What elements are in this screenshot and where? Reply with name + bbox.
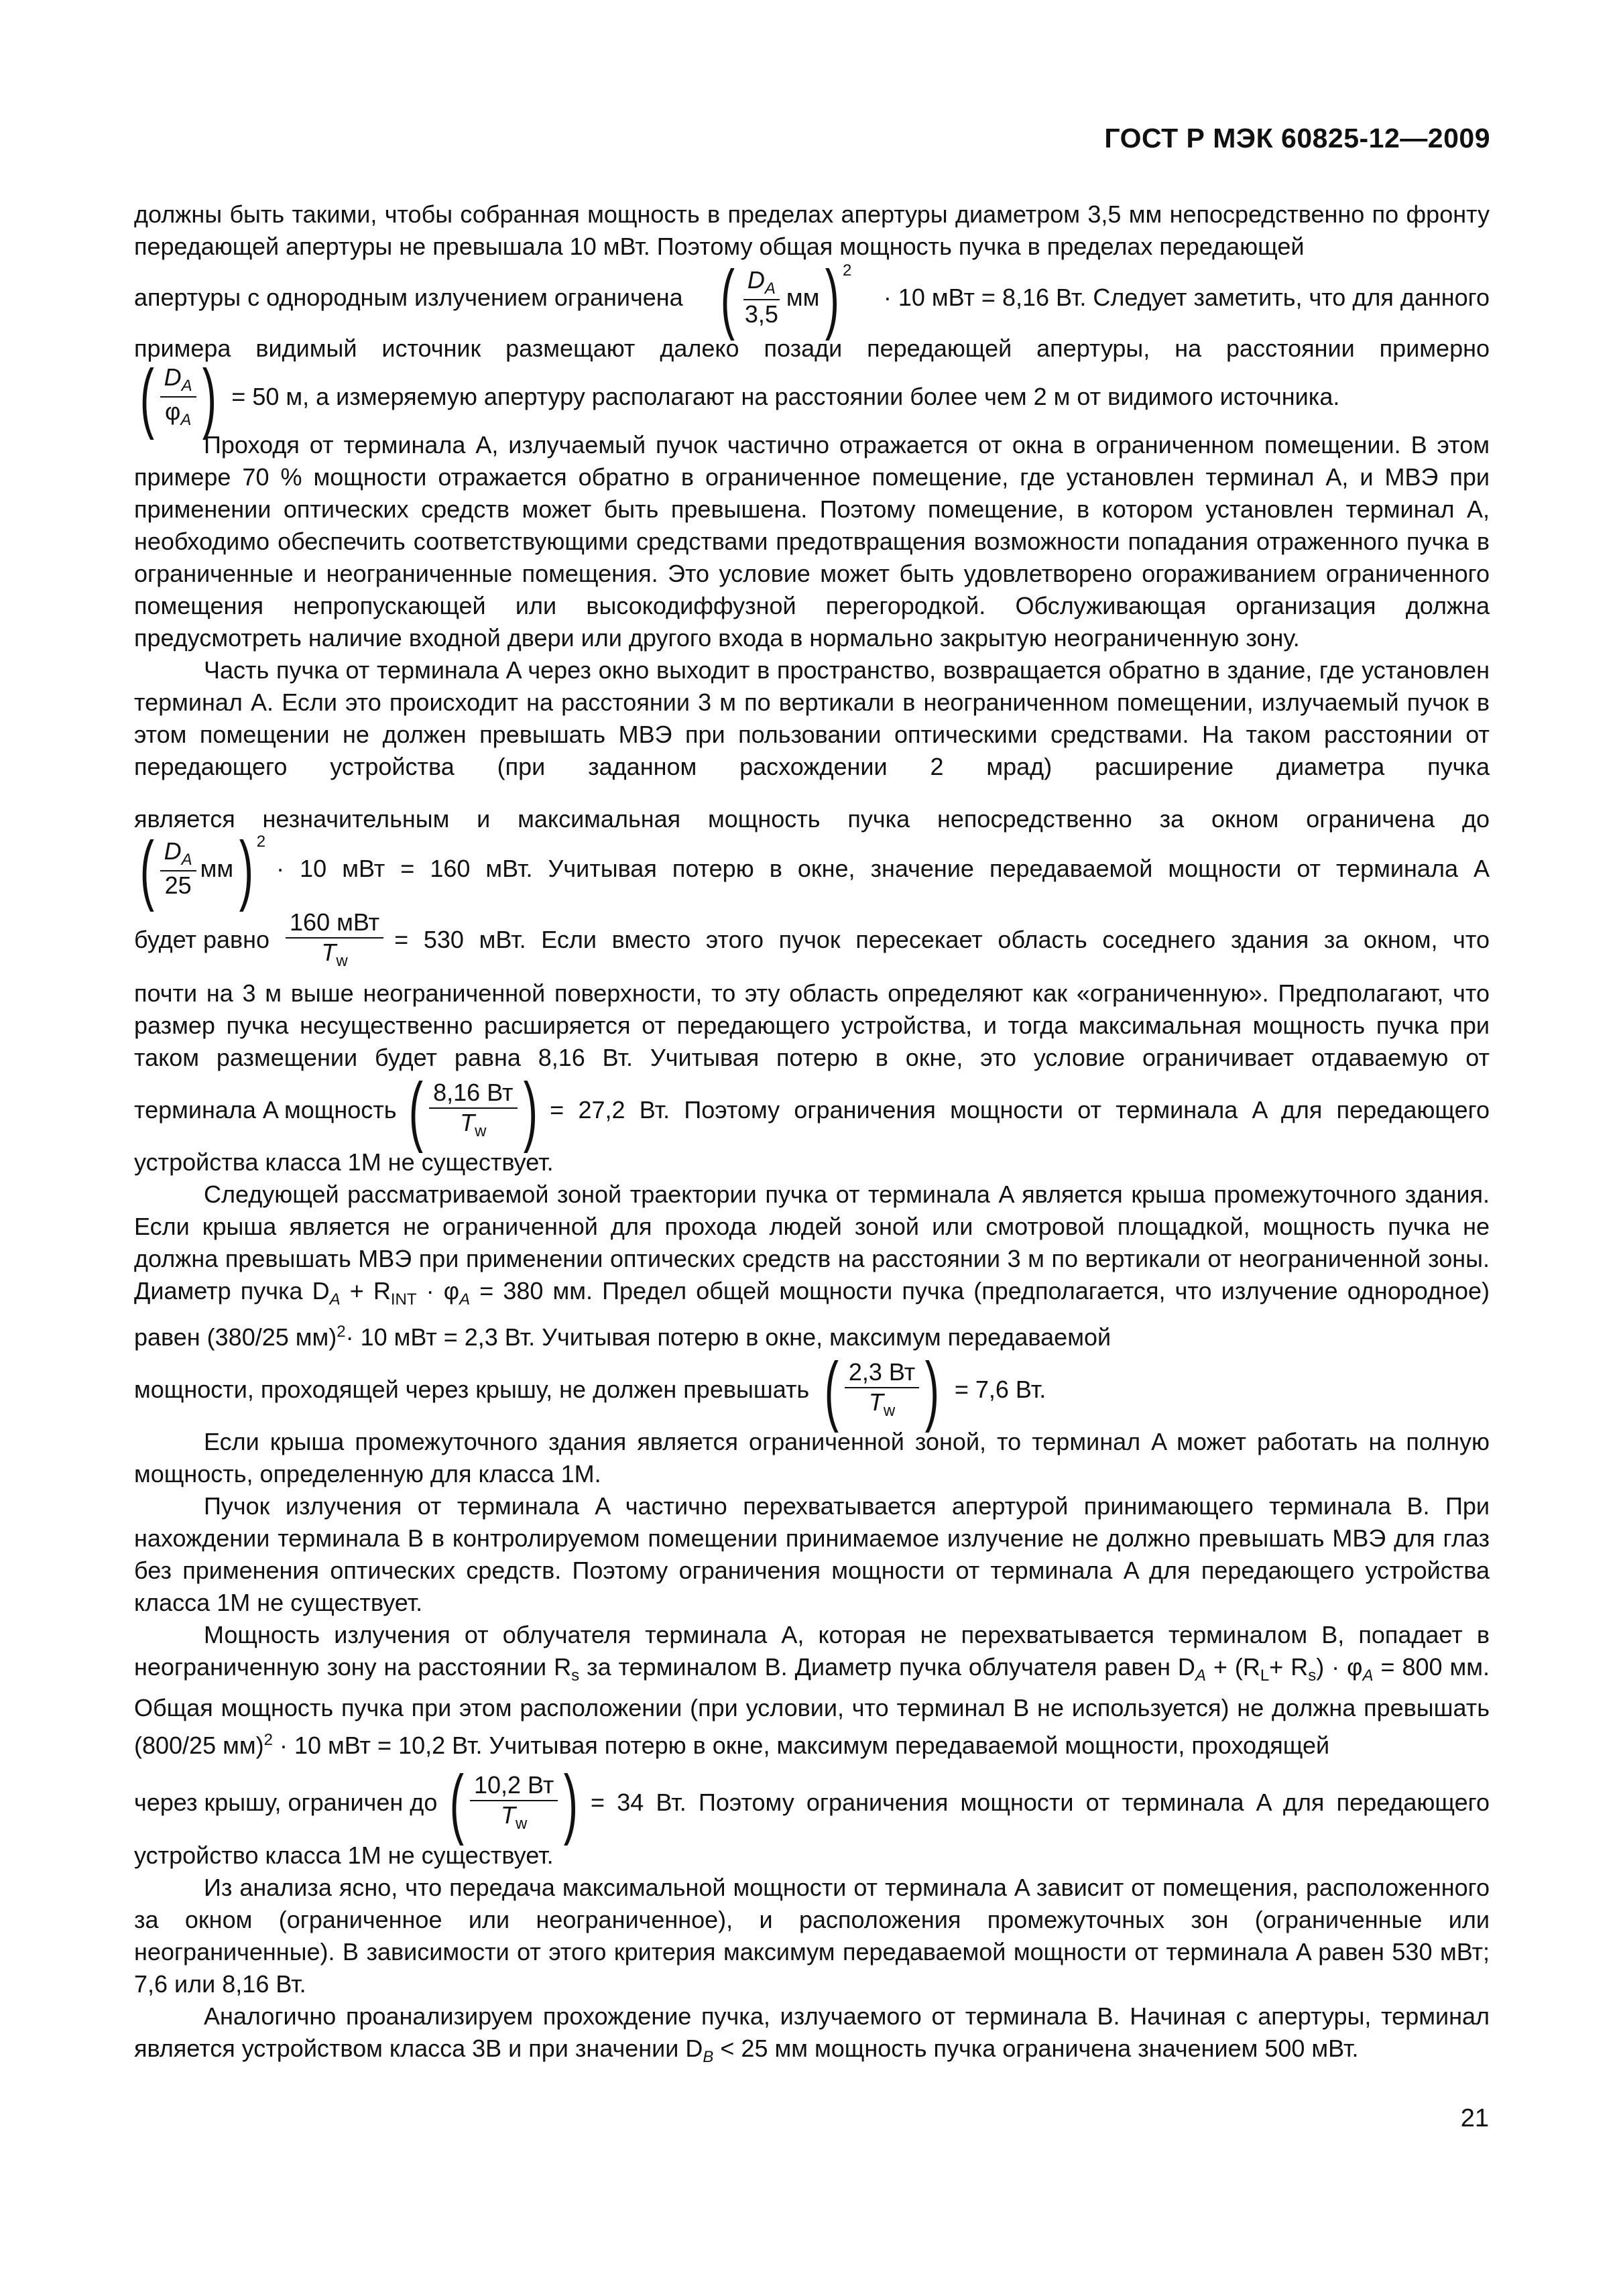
paragraph-5: Если крыша промежуточного здания является ограниченной зоной, то терминал A может работать на полную мощность, определенную для класса 1М. bbox=[134, 1428, 1490, 1488]
paragraph-3-line-b: является незначительным и максимальная мощность пучка непосредственно за окном ограничена до bbox=[134, 805, 1490, 833]
equation-line-3 bbox=[134, 825, 1490, 912]
standard-header: ГОСТ Р МЭК 60825-12—2009 bbox=[1104, 123, 1490, 154]
eq3-suffix: · 10 мВт = 160 мВт. Учитывая потерю в окне, значение передаваемой мощности от терминала A bbox=[276, 855, 1490, 882]
eq5-suffix: = 27,2 Вт. Поэтому ограничения мощности от терминала A для передающего bbox=[550, 1096, 1490, 1124]
page-number: 21 bbox=[1460, 2104, 1489, 2132]
paragraph-3: Часть пучка от терминала A через окно выходит в пространство, возвращается обратно в здание, где установлен терминал A. Если это происходит на расстоянии 3 м по вертикали в неограниченном помещении, излучаемый пучок в этом помещении не должен превышать МВЭ при пользовании оптическими средствами. На таком расстоянии от передающего устройства (при заданном расхождении 2 мрад) расширение диаметра пучка bbox=[134, 656, 1490, 780]
equation-line-2 bbox=[134, 353, 1490, 440]
eq1-prefix: апертуры с однородным излучением ограничена bbox=[134, 284, 683, 311]
equation-line-7 bbox=[134, 1759, 1490, 1847]
paragraph-6: Пучок излучения от терминала A частично перехватывается апертурой принимающего терминала B. При нахождении терминала B в контролируемом помещении принимаемое излучение не должно превышать МВЭ для глаз без применения оптических средств. Поэтому ограничения мощности от терминала A для передающего устройства класса 1М не существует. bbox=[134, 1492, 1490, 1617]
paragraph-7: Мощность излучения от облучателя терминала A, которая не перехватывается терминалом B, попадает в неограниченную зону на расстоянии $R_s$ за терминалом B. Диаметр пучка облучателя равен $D_A + (R_L+ R_s) \cdot \varphi_A = 800$ мм. Общая мощность пучка при этом расположении (при условии, что терминал В не используется) не должна превышать (800/25 мм)$^2$ · 10 мВт = 10,2 Вт. Учитывая потерю в окне, максимум передаваемой мощности, проходящей bbox=[134, 1621, 1490, 1760]
eq7-suffix: = 34 Вт. Поэтому ограничения мощности от терминала A для передающего bbox=[591, 1789, 1490, 1817]
paragraph-3-tail: устройства класса 1М не существует. bbox=[134, 1148, 554, 1176]
eq2-suffix: = 50 м, а измеряемую апертуру располагают на расстоянии более чем 2 м от видимого источника. bbox=[231, 383, 1340, 410]
eq6-prefix: мощности, проходящей через крышу, не должен превышать bbox=[134, 1376, 810, 1404]
paragraph-1-line-3: примера видимый источник размещают далеко позади передающей апертуры, на расстоянии примерно bbox=[134, 335, 1490, 362]
paragraph-9: Аналогично проанализируем прохождение пучка, излучаемого от терминала B. Начиная с апертуры, терминал является устройством класса 3В и при значении $D_B < 25$ мм мощность пучка ограничена значением 500 мВт. bbox=[134, 2002, 1490, 2067]
eq4-formula: $\frac{\text{160 мВт}}{T_w}$ bbox=[286, 910, 383, 970]
eq1-formula: ( $\frac{D_A}{3,5}$ мм ) $^2$ bbox=[720, 254, 852, 341]
paragraph-2: Проходя от терминала A, излучаемый пучок частично отражается от окна в ограниченном помещении. В этом примере 70 % мощности отражается обратно в ограниченное помещение, где установлен терминал A, и МВЭ при применении оптических средств может быть превышена. Поэтому помещение, в котором установлен терминал A, необходимо обеспечить соответствующими средствами предотвращения возможности попадания отраженного пучка в ограниченные и неограниченные помещения. Это условие может быть удовлетворено огораживанием ограниченного помещения непропускающей или высокодиффузной перегородкой. Обслуживающая организация должна предусмотреть наличие входной двери или другого входа в нормально закрытую неограниченную зону. bbox=[134, 431, 1490, 652]
paragraph-7-tail: устройство класса 1М не существует. bbox=[134, 1841, 554, 1870]
paragraph-8: Из анализа ясно, что передача максимальной мощности от терминала A зависит от помещения, расположенного за окном (ограниченное или неограниченное), и расположения промежуточных зон (ограниченные или неограниченные). В зависимости от этого критерия максимум передаваемой мощности от терминала A равен 530 мВт; 7,6 или 8,16 Вт. bbox=[134, 1874, 1490, 1998]
equation-line-1 bbox=[134, 254, 1490, 341]
eq3-formula: ( $\frac{D_A}{25}$ мм ) $^2$ bbox=[139, 825, 266, 912]
eq2-formula: ( $\frac{D_A}{\varphi_A}$ ) bbox=[139, 353, 217, 440]
eq7-formula: ( $\frac{10,2 Вт}{T_w}$ ) bbox=[450, 1759, 579, 1847]
eq6-formula: ( $\frac{2,3 Вт}{T_w}$ ) bbox=[824, 1346, 940, 1434]
eq7-prefix: через крышу, ограничен до bbox=[134, 1789, 438, 1817]
eq4-prefix: будет равно bbox=[134, 926, 270, 953]
equation-line-4 bbox=[134, 906, 1490, 973]
paragraph-3-continued: почти на 3 м выше неограниченной поверхности, то эту область определяют как «ограниченную». Предполагают, что размер пучка несущественно расширяется от передающего устройства, и тогда максимальная мощность пучка при таком размещении будет равна 8,16 Вт. Учитывая потерю в окне, это условие ограничивает отдаваемую от bbox=[134, 979, 1490, 1071]
paragraph-1-line-1: должны быть такими, чтобы собранная мощность в пределах апертуры диаметром 3,5 мм непосредственно по фронту передающей апертуры не превышала 10 мВт. Поэтому общая мощность пучка в пределах передающей bbox=[134, 200, 1490, 260]
equation-line-6 bbox=[134, 1346, 1490, 1434]
document-body bbox=[134, 198, 1490, 2074]
eq5-prefix: терминала A мощность bbox=[134, 1096, 397, 1124]
paragraph-4: Следующей рассматриваемой зоной траектории пучка от терминала A является крыша промежуточного здания. Если крыша является не ограниченной для прохода людей зоной или смотровой площадкой, мощность пучка не должна превышать МВЭ при применении оптических средств на расстоянии 3 м по вертикали от неограниченной зоны. Диаметр пучка $D_A + R_{INT} \cdot \varphi_A = 380$ мм. Предел общей мощности пучка (предполагается, что излучение однородное) равен (380/25 мм)$^2$· 10 мВт = 2,3 Вт. Учитывая потерю в окне, максимум передаваемой bbox=[134, 1181, 1490, 1351]
eq4-suffix: = 530 мВт. Если вместо этого пучок пересекает область соседнего здания за окном, что bbox=[394, 926, 1490, 953]
equation-line-5 bbox=[134, 1067, 1490, 1154]
eq5-formula: ( $\frac{8,16 Вт}{T_w}$ ) bbox=[409, 1067, 538, 1154]
eq1-suffix: · 10 мВт = 8,16 Вт. Следует заметить, что для данного bbox=[883, 284, 1490, 311]
eq6-suffix: = 7,6 Вт. bbox=[954, 1376, 1046, 1404]
